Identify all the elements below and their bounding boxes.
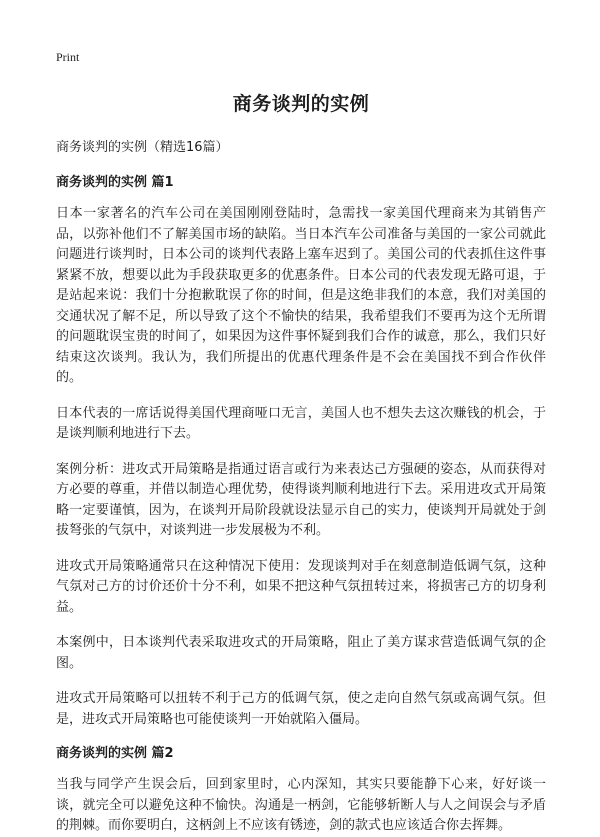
paragraph: 进攻式开局策略可以扭转不利于己方的低调气氛，使之走向自然气氛或高调气氛。但是，进攻式开局策略也可能使谈判一开始就陷入僵局。 <box>56 691 546 727</box>
section-heading: 商务谈判的实例 篇2 <box>56 746 174 761</box>
section-2 <box>56 745 546 837</box>
document-subtitle: 商务谈判的实例（精选16篇） <box>56 140 229 155</box>
section-1 <box>56 174 546 730</box>
print-link[interactable]: Print <box>56 50 80 64</box>
paragraph: 当我与同学产生误会后，回到家里时，心内深知，其实只要能静下心来，好好谈一谈，就完全可以避免这种不愉快。沟通是一柄剑，它能够斩断人与人之间误会与矛盾的荆棘。而你要明白，这柄剑上不应该有锈迹，剑的款式也应该适合你去挥舞。 <box>56 777 546 833</box>
paragraph: 日本一家著名的汽车公司在美国刚刚登陆时，急需找一家美国代理商来为其销售产品，以弥补他们不了解美国市场的缺陷。当日本汽车公司准备与美国的一家公司就此问题进行谈判时，日本公司的谈判代表路上塞车迟到了。美国公司的代表抓住这件事紧紧不放，想要以此为手段获取更多的优惠条件。日本公司的代表发现无路可退，于是站起来说：我们十分抱歉耽误了你的时间，但是这绝非我们的本意，我们对美国的交通状况了解不足，所以导致了这个不愉快的结果，我希望我们不要再为这个无所谓的问题耽误宝贵的时间了，如果因为这件事怀疑到我们合作的诚意，那么，我们只好结束这次谈判。我认为，我们所提出的优惠代理条件是不会在美国找不到合作伙伴的。 <box>56 206 546 385</box>
paragraph: 进攻式开局策略通常只在这种情况下使用：发现谈判对手在刻意制造低调气氛，这种气氛对己方的讨价还价十分不利，如果不把这种气氛扭转过来，将损害己方的切身利益。 <box>56 558 546 615</box>
section-heading: 商务谈判的实例 篇1 <box>56 175 174 190</box>
document-title: 商务谈判的实例 <box>232 93 370 115</box>
paragraph: 案例分析：进攻式开局策略是指通过语言或行为来表达己方强硬的姿态，从而获得对方必要的尊重，并借以制造心理优势，使得谈判顺利地进行下去。采用进攻式开局策略一定要谨慎，因为，在谈判开局阶段就设法显示自己的实力，使谈判开局就处于剑拔弩张的气氛中，对谈判进一步发展极为不利。 <box>56 461 546 538</box>
paragraph: 日本代表的一席话说得美国代理商哑口无言，美国人也不想失去这次赚钱的机会，于是谈判顺利地进行下去。 <box>56 405 546 441</box>
paragraph: 本案例中，日本谈判代表采取进攻式的开局策略，阻止了美方谋求营造低调气氛的企图。 <box>56 635 546 671</box>
